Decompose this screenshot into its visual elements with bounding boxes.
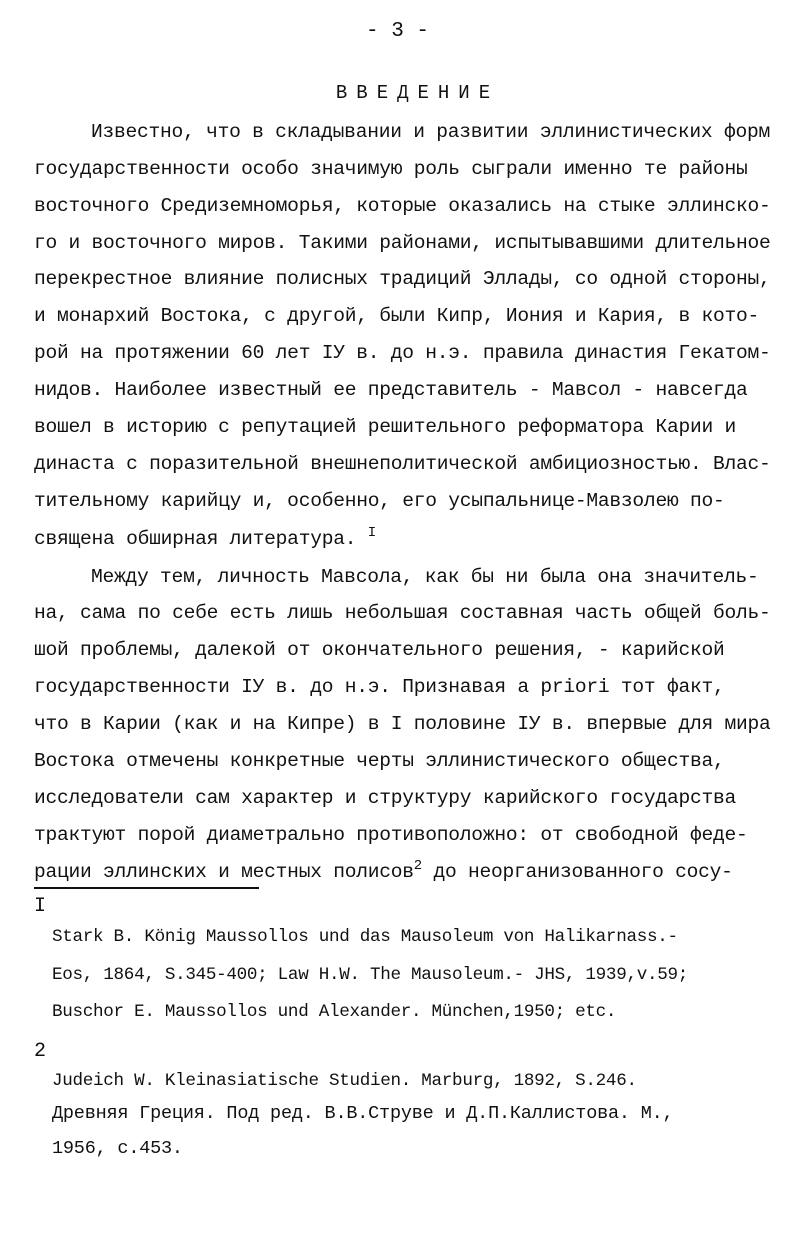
text-line: трактуют порой диаметрально противоположно: от свободной феде- [34, 824, 748, 846]
text-line: и монархий Востока, с другой, были Кипр, Иония и Кария, в кото- [34, 305, 760, 327]
text-line: го и восточного миров. Такими районами, испытывавшими длительное [34, 232, 771, 254]
footnote-line: Eos, 1864, S.345-400; Law H.W. The Mausoleum.- JHS, 1939,v.59; [52, 965, 688, 985]
text-line: Востока отмечены конкретные черты эллинистического общества, [34, 750, 725, 772]
text-line: вошел в историю с репутацией решительного реформатора Карии и [34, 416, 736, 438]
footnote-divider [34, 887, 259, 889]
text-line: перекрестное влияние полисных традиций Эллады, со одной стороны, [34, 268, 771, 290]
footnote-mark: 2 [34, 1040, 47, 1063]
text-line [34, 527, 376, 551]
page-title: ВВЕДЕНИЕ [335, 82, 500, 104]
footnote-ref-2: 2 [413, 858, 422, 874]
text-line [34, 860, 733, 884]
text-line-content: рации эллинских и местных полисов [34, 861, 414, 883]
text-line-content: священа обширная литература. [34, 528, 357, 550]
text-line: восточного Средиземноморья, которые оказались на стыке эллинско- [34, 195, 771, 217]
text-line-tail: до неорганизованного сосу- [421, 861, 733, 883]
footnote-mark: I [34, 895, 47, 918]
page-number: - 3 - [365, 20, 429, 43]
text-line: нидов. Наиболее известный ее представитель - Мавсол - навсегда [34, 379, 748, 401]
text-line: рой на протяжении 60 лет IУ в. до н.э. правила династия Гекатом- [34, 342, 771, 364]
text-line: исследователи сам характер и структуру карийского государства [34, 787, 736, 809]
text-line: государственности особо значимую роль сыграли именно те районы [34, 158, 748, 180]
text-line: на, сама по себе есть лишь небольшая составная часть общей боль- [34, 602, 771, 624]
footnote-line: Древняя Греция. Под ред. В.В.Струве и Д.П.Каллистова. М., [52, 1103, 674, 1124]
text-line: Известно, что в складывании и развитии эллинистических форм [91, 121, 770, 143]
text-line: династа с поразительной внешнеполитической амбициозностью. Влас- [34, 453, 771, 475]
text-line: тительному карийцу и, особенно, его усыпальнице-Мавзолею по- [34, 490, 725, 512]
footnote-line: Stark B. König Maussollos und das Mausoleum von Halikarnass.- [52, 927, 678, 947]
text-line: Между тем, личность Мавсола, как бы ни была она значитель- [91, 566, 759, 588]
footnote-line: Buschor E. Maussollos und Alexander. München,1950; etc. [52, 1002, 617, 1022]
footnote-ref-1: I [367, 525, 376, 541]
text-line: шой проблемы, далекой от окончательного решения, - карийской [34, 639, 725, 661]
text-line: государственности IУ в. до н.э. Признавая a priori тот факт, [34, 676, 725, 698]
footnote-line: Judeich W. Kleinasiatische Studien. Marburg, 1892, S.246. [52, 1071, 637, 1091]
text-line: что в Карии (как и на Кипре) в I половине IУ в. впервые для мира [34, 713, 771, 735]
footnote-line: 1956, с.453. [52, 1138, 183, 1159]
